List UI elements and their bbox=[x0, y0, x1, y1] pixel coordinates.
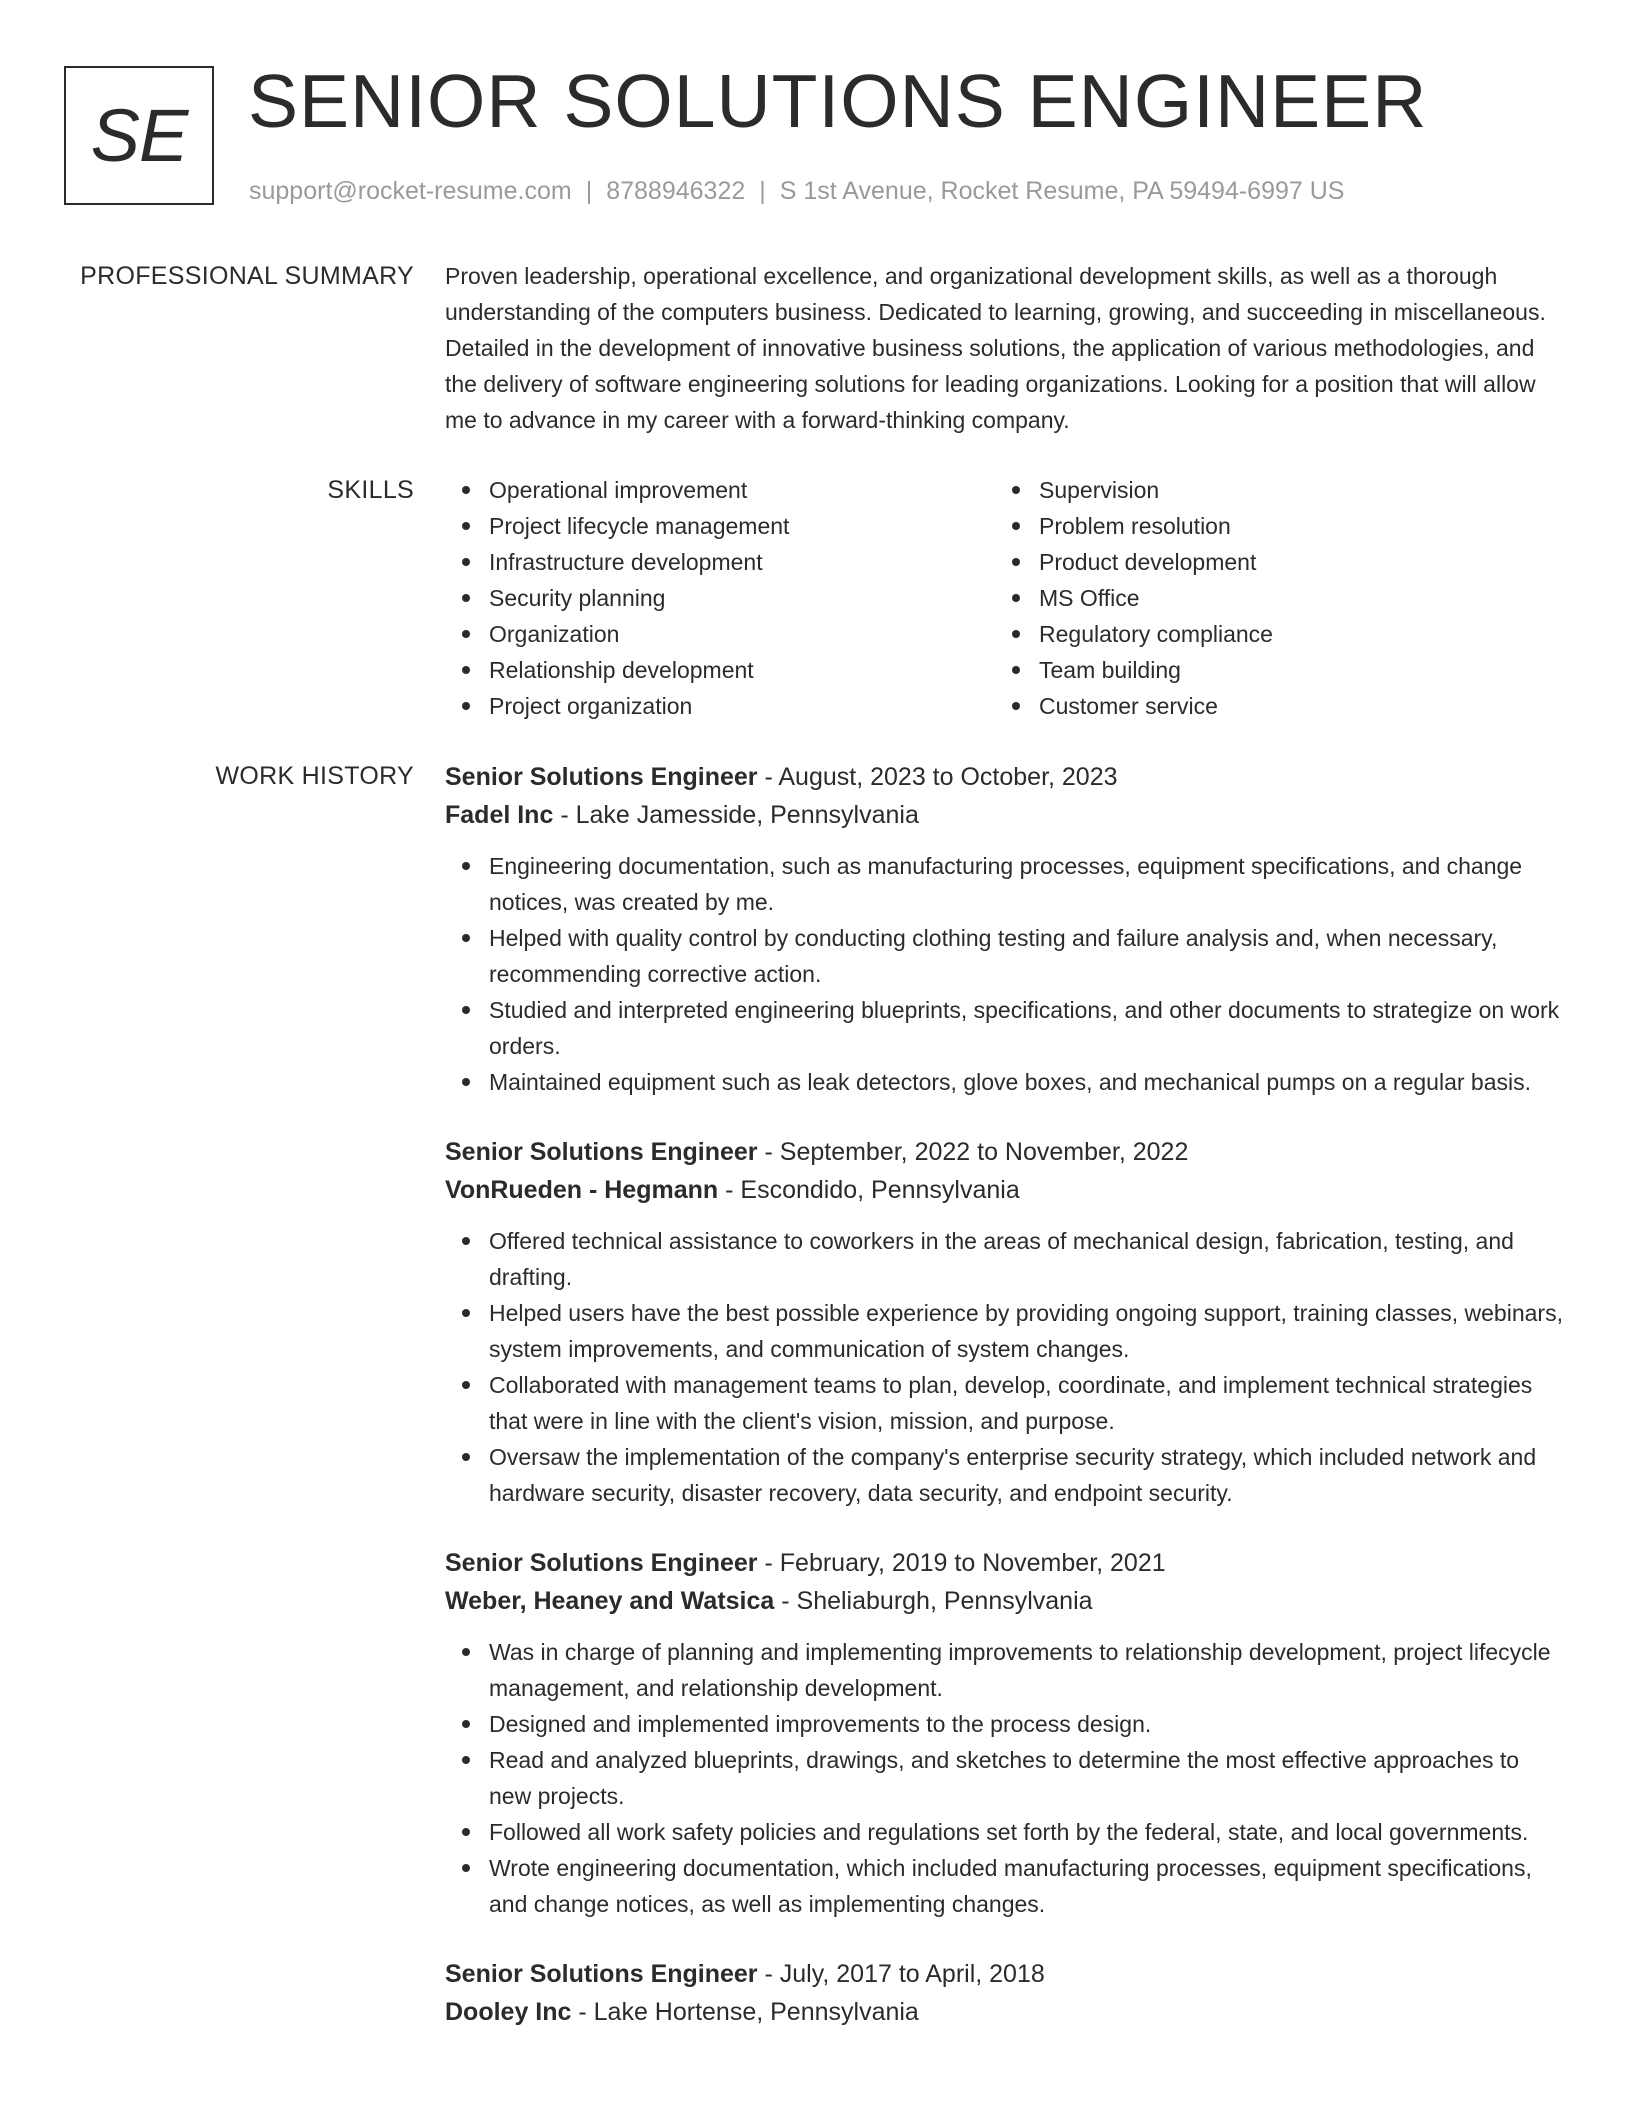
summary-heading: PROFESSIONAL SUMMARY bbox=[80, 262, 414, 290]
skill-item: Operational improvement bbox=[445, 472, 995, 508]
contact-separator: | bbox=[585, 177, 593, 205]
job-bullet: Offered technical assistance to coworkers in the areas of mechanical design, fabrication, testing, and drafting. bbox=[445, 1223, 1563, 1295]
job-bullet: Was in charge of planning and implementing improvements to relationship development, project lifecycle management, and relationship development. bbox=[445, 1634, 1563, 1706]
skill-item: Project organization bbox=[445, 688, 995, 724]
job-company: VonRueden - Hegmann bbox=[445, 1176, 719, 1204]
job-bullet: Helped with quality control by conducting clothing testing and failure analysis and, when necessary, recommending corrective action. bbox=[445, 920, 1563, 992]
work-history-heading: WORK HISTORY bbox=[215, 762, 414, 790]
skill-item: MS Office bbox=[995, 580, 1545, 616]
job-bullets bbox=[445, 848, 1563, 1100]
job-title-line bbox=[445, 1133, 1563, 1171]
skills-column-left bbox=[445, 472, 995, 724]
job-title: Senior Solutions Engineer bbox=[445, 1138, 758, 1166]
job-bullet: Read and analyzed blueprints, drawings, and sketches to determine the most effective approaches to new projects. bbox=[445, 1742, 1563, 1814]
job-bullet: Maintained equipment such as leak detectors, glove boxes, and mechanical pumps on a regular basis. bbox=[445, 1064, 1563, 1100]
job-bullet: Oversaw the implementation of the company's enterprise security strategy, which included network and hardware security, disaster recovery, data security, and endpoint security. bbox=[445, 1439, 1563, 1511]
skill-item: Product development bbox=[995, 544, 1545, 580]
job-company-line bbox=[445, 796, 1563, 834]
monogram-box bbox=[64, 66, 214, 205]
job-title-line bbox=[445, 758, 1563, 796]
contact-separator: | bbox=[759, 177, 766, 205]
job-title: Senior Solutions Engineer bbox=[445, 763, 758, 791]
job-bullets bbox=[445, 1634, 1563, 1922]
job-entry bbox=[445, 1544, 1563, 1922]
contact-line bbox=[249, 174, 1344, 208]
job-title: Senior Solutions Engineer bbox=[445, 1549, 758, 1577]
job-entry bbox=[445, 758, 1563, 1100]
job-title: Senior Solutions Engineer bbox=[445, 1960, 758, 1988]
job-entry bbox=[445, 1133, 1563, 1511]
skill-item: Infrastructure development bbox=[445, 544, 995, 580]
job-bullet: Studied and interpreted engineering blueprints, specifications, and other documents to strategize on work orders. bbox=[445, 992, 1563, 1064]
skills-heading: SKILLS bbox=[327, 476, 414, 504]
job-title-line bbox=[445, 1955, 1563, 1993]
skill-item: Project lifecycle management bbox=[445, 508, 995, 544]
summary-body bbox=[445, 258, 1563, 438]
skills-body bbox=[445, 472, 1563, 724]
summary-text: Proven leadership, operational excellence, and organizational development skills, as well as a thorough understanding of the computers business. Dedicated to learning, growing, and succeeding in miscellaneous. Detailed in the development of innovative business solutions, the application of various methodologies, and the delivery of software engineering solutions for leading organizations. Looking for a position that will allow me to advance in my career with a forward-thinking company. bbox=[445, 263, 1546, 433]
skill-item: Security planning bbox=[445, 580, 995, 616]
job-dates: - August, 2023 to October, 2023 bbox=[757, 763, 1118, 791]
job-bullet: Wrote engineering documentation, which included manufacturing processes, equipment specifications, and change notices, as well as implementing changes. bbox=[445, 1850, 1563, 1922]
job-company: Fadel Inc bbox=[445, 801, 554, 829]
contact-email[interactable]: support@rocket-resume.com bbox=[249, 177, 572, 205]
job-dates: - September, 2022 to November, 2022 bbox=[757, 1138, 1189, 1166]
job-dates: - July, 2017 to April, 2018 bbox=[757, 1960, 1045, 1988]
job-bullet: Designed and implemented improvements to the process design. bbox=[445, 1706, 1563, 1742]
resume-title: SENIOR SOLUTIONS ENGINEER bbox=[248, 59, 1428, 143]
job-entry bbox=[445, 1955, 1563, 2031]
job-company-line bbox=[445, 1171, 1563, 1209]
job-bullet: Helped users have the best possible experience by providing ongoing support, training classes, webinars, system improvements, and communication of system changes. bbox=[445, 1295, 1563, 1367]
skill-item: Organization bbox=[445, 616, 995, 652]
skill-item: Problem resolution bbox=[995, 508, 1545, 544]
job-company-line bbox=[445, 1582, 1563, 1620]
job-company: Weber, Heaney and Watsica bbox=[445, 1587, 775, 1615]
skill-item: Team building bbox=[995, 652, 1545, 688]
skill-item: Supervision bbox=[995, 472, 1545, 508]
skill-item: Relationship development bbox=[445, 652, 995, 688]
job-location: - Lake Hortense, Pennsylvania bbox=[571, 1998, 919, 2026]
contact-address: S 1st Avenue, Rocket Resume, PA 59494-6997 US bbox=[779, 177, 1345, 205]
job-location: - Sheliaburgh, Pennsylvania bbox=[774, 1587, 1093, 1615]
job-company: Dooley Inc bbox=[445, 1998, 572, 2026]
skill-item: Regulatory compliance bbox=[995, 616, 1545, 652]
job-company-line bbox=[445, 1993, 1563, 2031]
job-bullet: Engineering documentation, such as manufacturing processes, equipment specifications, and change notices, was created by me. bbox=[445, 848, 1563, 920]
job-bullet: Followed all work safety policies and regulations set forth by the federal, state, and local governments. bbox=[445, 1814, 1563, 1850]
job-location: - Escondido, Pennsylvania bbox=[718, 1176, 1020, 1204]
job-location: - Lake Jamesside, Pennsylvania bbox=[553, 801, 919, 829]
work-history-body bbox=[445, 758, 1563, 2064]
contact-phone[interactable]: 8788946322 bbox=[606, 177, 746, 205]
job-dates: - February, 2019 to November, 2021 bbox=[757, 1549, 1166, 1577]
job-bullets bbox=[445, 1223, 1563, 1511]
job-bullet: Collaborated with management teams to plan, develop, coordinate, and implement technical strategies that were in line with the client's vision, mission, and purpose. bbox=[445, 1367, 1563, 1439]
skill-item: Customer service bbox=[995, 688, 1545, 724]
monogram-initials: SE bbox=[90, 93, 188, 177]
skills-column-right bbox=[995, 472, 1545, 724]
job-title-line bbox=[445, 1544, 1563, 1582]
